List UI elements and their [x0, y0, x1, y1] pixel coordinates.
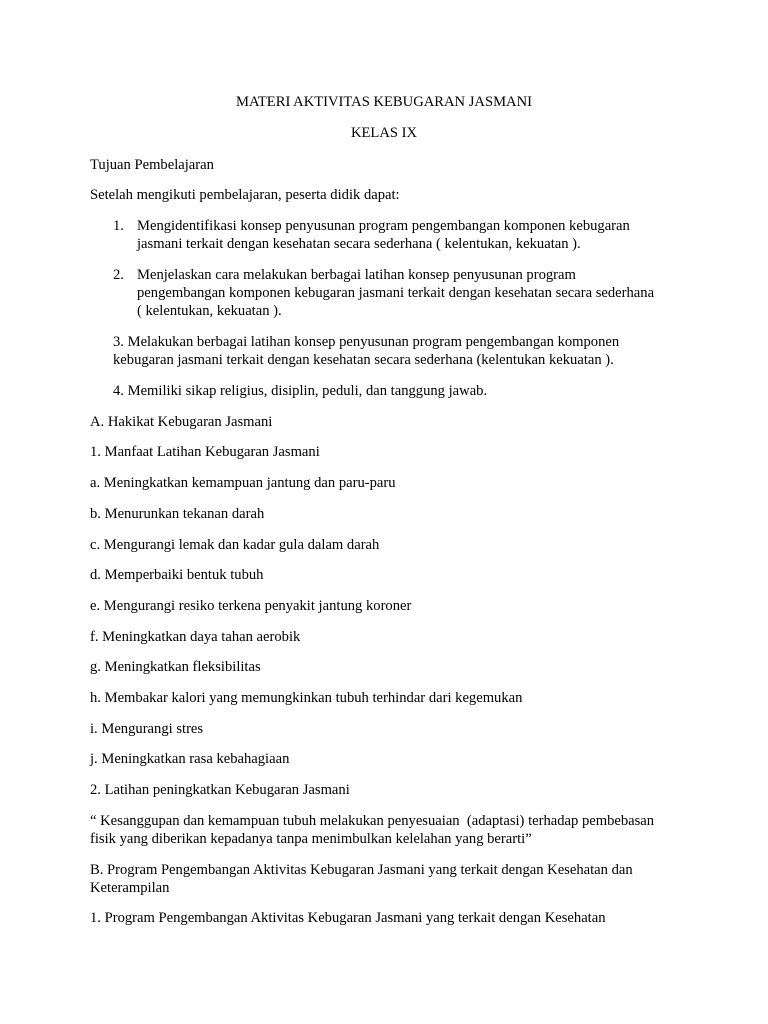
benefit-item: i. Mengurangi stres — [90, 721, 204, 737]
benefit-item: f. Meningkatkan daya tahan aerobik — [90, 629, 301, 645]
document-subtitle: KELAS IX — [350, 125, 418, 141]
objective-line: ( kelentukan, kekuatan ). — [137, 303, 282, 319]
benefit-item: a. Meningkatkan kemampuan jantung dan paru-paru — [90, 475, 396, 491]
benefit-item: e. Mengurangi resiko terkena penyakit jantung koroner — [90, 598, 412, 614]
objective-number: 1. — [113, 218, 124, 234]
objective-3-line: 3. Melakukan berbagai latihan konsep penyusunan program pengembangan komponen — [113, 334, 620, 350]
objectives-heading: Tujuan Pembelajaran — [90, 157, 214, 173]
subsection-2-heading: 2. Latihan peningkatkan Kebugaran Jasmani — [90, 782, 350, 798]
objective-4: 4. Memiliki sikap religius, disiplin, peduli, dan tanggung jawab. — [113, 383, 488, 399]
definition-quote-line: “ Kesanggupan dan kemampuan tubuh melakukan penyesuaian (adaptasi) terhadap pembebasan — [90, 813, 655, 829]
objective-line: Menjelaskan cara melakukan berbagai latihan konsep penyusunan program — [137, 267, 576, 283]
benefit-item: c. Mengurangi lemak dan kadar gula dalam darah — [90, 537, 380, 553]
section-b-heading-line: Keterampilan — [90, 880, 170, 896]
subsection-b1-heading: 1. Program Pengembangan Aktivitas Kebugaran Jasmani yang terkait dengan Kesehatan — [90, 910, 606, 926]
objectives-intro: Setelah mengikuti pembelajaran, peserta didik dapat: — [90, 187, 400, 203]
objective-number: 2. — [113, 267, 124, 283]
document-title: MATERI AKTIVITAS KEBUGARAN JASMANI — [236, 94, 532, 110]
benefit-item: j. Meningkatkan rasa kebahagiaan — [90, 751, 290, 767]
objective-line: pengembangan komponen kebugaran jasmani terkait dengan kesehatan secara sederhana — [137, 285, 655, 301]
benefit-item: b. Menurunkan tekanan darah — [90, 506, 265, 522]
objective-line: Mengidentifikasi konsep penyusunan program pengembangan komponen kebugaran — [137, 218, 630, 234]
objective-3-line: kebugaran jasmani terkait dengan kesehatan secara sederhana (kelentukan kekuatan ). — [113, 352, 614, 368]
benefit-item: d. Memperbaiki bentuk tubuh — [90, 567, 264, 583]
objective-line: jasmani terkait dengan kesehatan secara sederhana ( kelentukan, kekuatan ). — [137, 236, 581, 252]
benefit-item: g. Meningkatkan fleksibilitas — [90, 659, 261, 675]
benefit-item: h. Membakar kalori yang memungkinkan tubuh terhindar dari kegemukan — [90, 690, 523, 706]
section-b-heading-line: B. Program Pengembangan Aktivitas Kebugaran Jasmani yang terkait dengan Kesehatan dan — [90, 862, 633, 878]
section-a-heading: A. Hakikat Kebugaran Jasmani — [90, 414, 273, 430]
subsection-1-heading: 1. Manfaat Latihan Kebugaran Jasmani — [90, 444, 320, 460]
definition-quote-line: fisik yang diberikan kepadanya tanpa menimbulkan kelelahan yang berarti” — [90, 831, 532, 847]
